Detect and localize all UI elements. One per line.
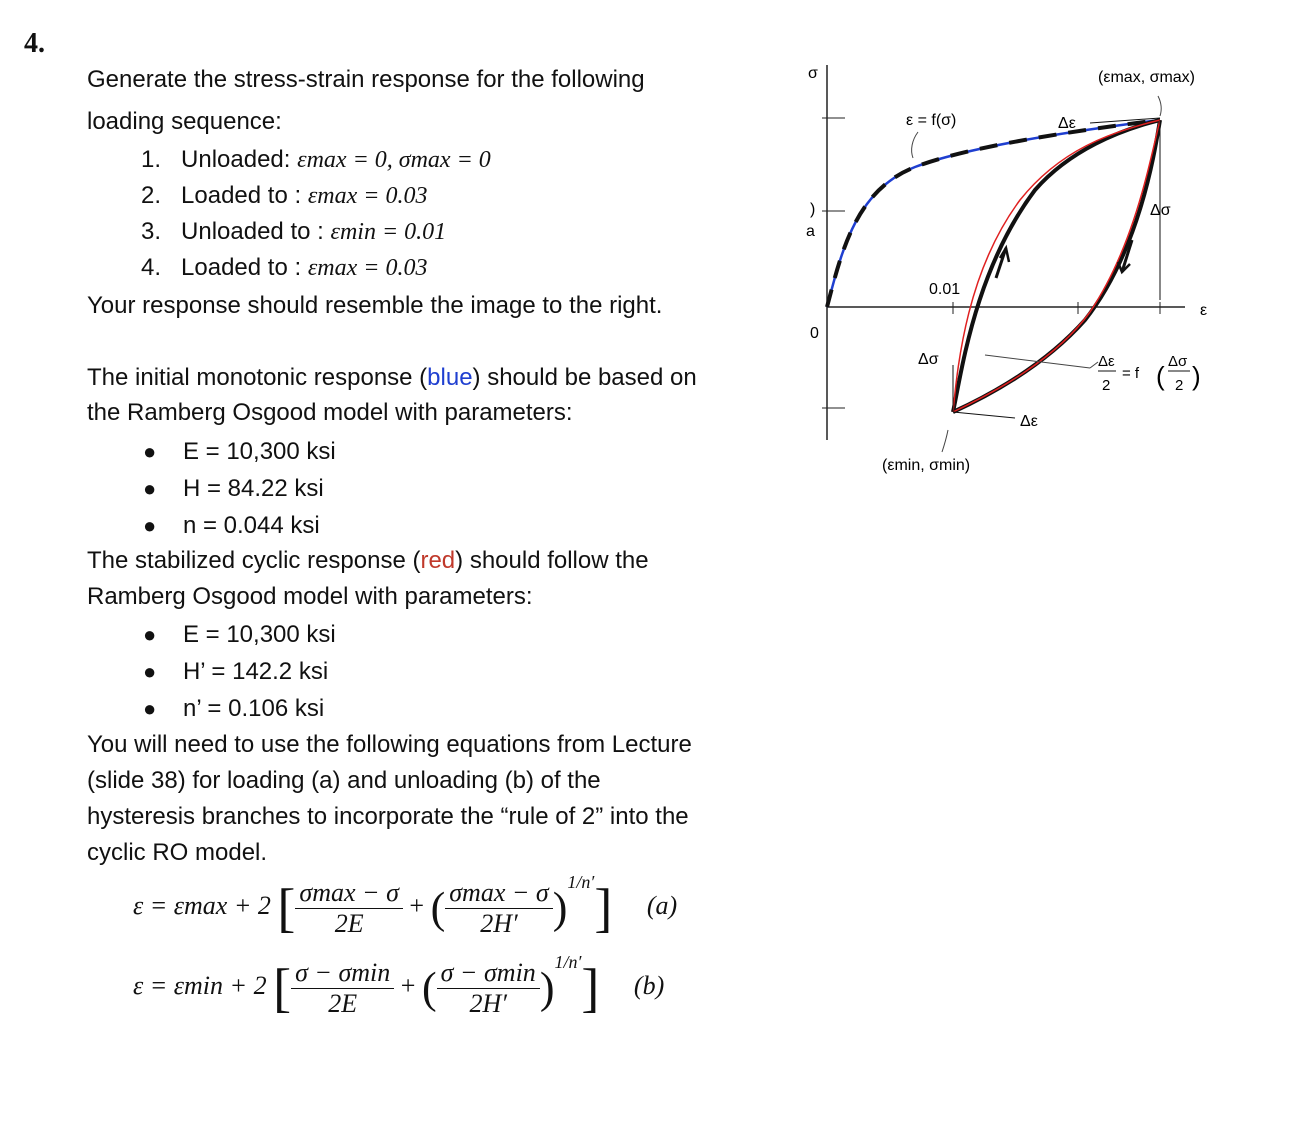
sigma-axis-label: σ xyxy=(808,65,818,82)
monotonic-param-1-text: E = 10,300 ksi xyxy=(182,438,336,465)
equation-b-num-2: σ − σmin xyxy=(437,958,540,989)
equation-a-num-1: σmax − σ xyxy=(295,878,403,909)
min-point-label: (εmin, σmin) xyxy=(882,457,971,474)
cyclic-param-2: ● H’ = 142.2 ksi xyxy=(143,658,329,685)
problem-number: 4. xyxy=(24,28,45,59)
step-1 xyxy=(141,146,491,174)
equation-a-den-1: 2E xyxy=(334,908,364,938)
monotonic-color-word: blue xyxy=(427,364,473,391)
half-rule-lhs-den: 2 xyxy=(1102,377,1111,394)
intro-line-2: loading sequence: xyxy=(87,108,282,135)
step-4 xyxy=(141,254,427,282)
step-4-num: 4. xyxy=(141,254,162,281)
instructions-line-4: cyclic RO model. xyxy=(87,839,268,866)
eps-axis-label: ε xyxy=(1200,302,1208,319)
step-4-math: εmax = 0.03 xyxy=(307,255,428,281)
equation-b-exponent: 1/n′ xyxy=(554,952,582,972)
eps-f-sigma-label: ε = f(σ) xyxy=(906,112,957,129)
equation-b-frac-2 xyxy=(437,958,540,1019)
delta-sigma-right-label: Δσ xyxy=(1150,202,1171,219)
half-rule-eq: = f xyxy=(1122,365,1140,382)
equation-a-num-2: σmax − σ xyxy=(445,878,553,909)
cyclic-color-word: red xyxy=(420,547,456,574)
step-1-label: Unloaded: xyxy=(181,146,291,173)
resemble-note: Your response should resemble the image to the right. xyxy=(87,292,663,319)
equation-a-frac-1 xyxy=(295,878,403,939)
hysteresis-diagram xyxy=(790,50,1260,490)
cyclic-param-1-text: E = 10,300 ksi xyxy=(182,621,336,648)
step-3-math: εmin = 0.01 xyxy=(330,219,447,245)
cyclic-intro xyxy=(87,543,649,579)
equation-a-den-2: 2H′ xyxy=(480,908,518,938)
equation-b-den-1: 2E xyxy=(328,988,358,1018)
max-point-leader xyxy=(1158,96,1161,116)
half-rule-rhs-den: 2 xyxy=(1175,377,1184,394)
monotonic-pre: The initial monotonic response ( xyxy=(87,364,428,391)
delta-eps-dim-line-bottom xyxy=(953,412,1015,418)
monotonic-param-3-text: n = 0.044 ksi xyxy=(182,512,320,539)
half-rule-lhs-num: Δε xyxy=(1098,353,1115,370)
equation-a-exponent: 1/n′ xyxy=(567,872,595,892)
equation-a-frac-2 xyxy=(445,878,553,939)
step-3 xyxy=(141,218,446,246)
step-2-label: Loaded to : xyxy=(181,182,302,209)
monotonic-line-2: the Ramberg Osgood model with parameters: xyxy=(87,399,573,426)
step-4-label: Loaded to : xyxy=(181,254,302,281)
monotonic-param-2-text: H = 84.22 ksi xyxy=(182,475,324,502)
delta-sigma-left-label: Δσ xyxy=(918,351,939,368)
cyclic-param-1: ● E = 10,300 ksi xyxy=(143,621,336,648)
min-point-leader xyxy=(942,430,948,452)
half-rule-rhs-num: Δσ xyxy=(1168,353,1188,370)
left-fragment-2: a xyxy=(806,223,815,240)
step-2-num: 2. xyxy=(141,182,162,209)
tick-001-label: 0.01 xyxy=(929,281,961,298)
equation-b-lhs: ε = εmin + 2 xyxy=(133,971,267,1000)
cyclic-line-2: Ramberg Osgood model with parameters: xyxy=(87,583,533,610)
equation-a-lhs: ε = εmax + 2 xyxy=(133,891,271,920)
intro-line-1: Generate the stress-strain response for the following xyxy=(87,66,645,93)
cyclic-post: ) should follow the xyxy=(455,547,649,574)
delta-eps-bottom-label: Δε xyxy=(1020,413,1038,430)
half-rule-open-paren: ( xyxy=(1156,361,1165,391)
half-rule-leader xyxy=(985,355,1090,368)
monotonic-intro xyxy=(87,360,697,396)
cyclic-param-3: ● n’ = 0.106 ksi xyxy=(143,695,325,722)
half-rule-close-paren: ) xyxy=(1192,361,1201,391)
step-1-math: εmax = 0, σmax = 0 xyxy=(297,147,491,173)
monotonic-post: ) should be based on xyxy=(472,364,697,391)
step-3-num: 3. xyxy=(141,218,162,245)
half-rule-leader-tip xyxy=(1090,362,1098,368)
delta-eps-top-label: Δε xyxy=(1058,115,1076,132)
monotonic-param-3: ● n = 0.044 ksi xyxy=(143,512,320,539)
monotonic-param-2: ● H = 84.22 ksi xyxy=(143,475,324,502)
equation-a-tag: (a) xyxy=(646,891,678,920)
instructions-line-2: (slide 38) for loading (a) and unloading (b) of the xyxy=(87,767,601,794)
cyclic-pre: The stabilized cyclic response ( xyxy=(87,547,421,574)
origin-label: 0 xyxy=(810,325,819,342)
instructions-line-3: hysteresis branches to incorporate the “rule of 2” into the xyxy=(87,803,689,830)
cyclic-param-3-text: n’ = 0.106 ksi xyxy=(182,695,325,722)
left-fragment-1: ) xyxy=(810,201,816,218)
step-2-math: εmax = 0.03 xyxy=(307,183,428,209)
equation-b-den-2: 2H′ xyxy=(469,988,507,1018)
step-1-num: 1. xyxy=(141,146,162,173)
instructions-line-1: You will need to use the following equations from Lecture xyxy=(87,731,692,758)
max-point-label: (εmax, σmax) xyxy=(1098,69,1196,86)
monotonic-param-1: ● E = 10,300 ksi xyxy=(143,438,336,465)
equation-b-num-1: σ − σmin xyxy=(291,958,394,989)
eps-f-sigma-leader xyxy=(912,132,918,158)
step-3-label: Unloaded to : xyxy=(181,218,324,245)
step-2 xyxy=(141,182,427,210)
equation-b-tag: (b) xyxy=(633,971,665,1000)
equation-b-frac-1 xyxy=(291,958,394,1019)
equation-b: ε = εmin + 2 [ $\frac{\sigma - \sigma\min}{2E}$ + ( $\frac{\sigma - \sigma\min}{2H'}$ )$^{1/n'}$] (b) xyxy=(133,952,665,1019)
cyclic-param-2-text: H’ = 142.2 ksi xyxy=(182,658,329,685)
equation-a: ε = εmax + 2 [ $\frac{\sigma\max - \sigma}{2E}$ + ( $\frac{\sigma\max - \sigma}{2H'}$ )$^{1/n'}$] (a) xyxy=(133,872,678,939)
